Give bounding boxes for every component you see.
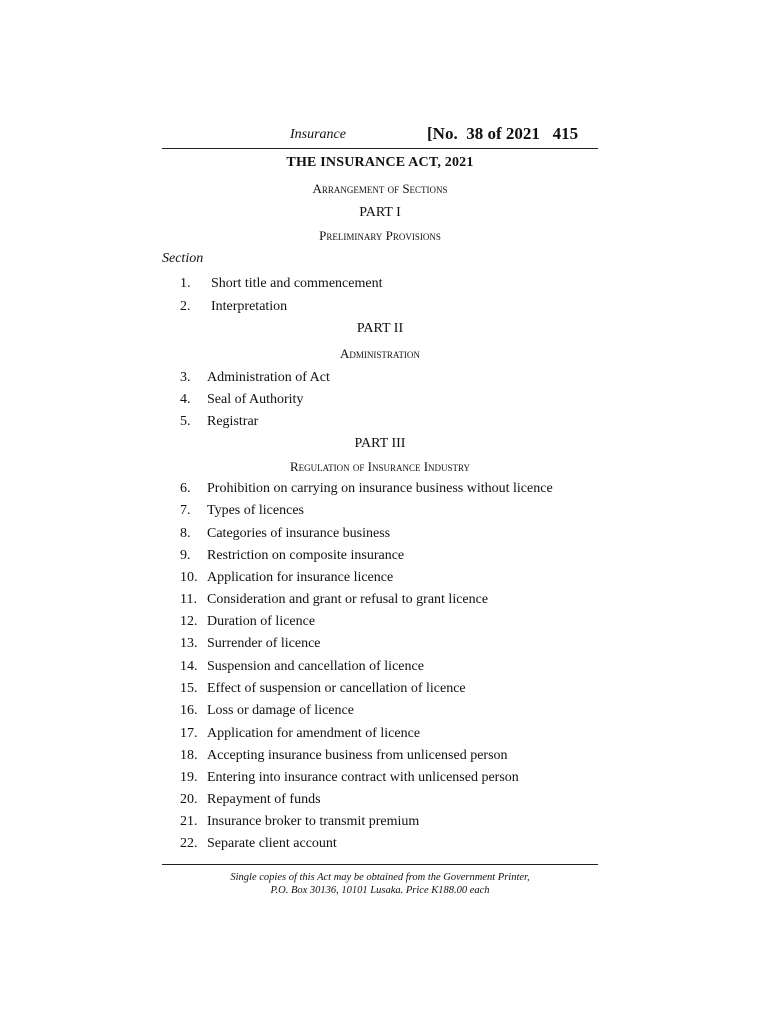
footer-rule [162,864,598,865]
part-3-heading: Regulation of Insurance Industry [289,459,471,474]
running-title: Insurance [290,127,346,142]
footer-note [162,871,598,897]
arrangement-subtitle: Arrangement of Sections [312,181,448,196]
document-page: Insurance [No. 38 of 2021 415 THE INSURANCE ACT, 2021 Arrangement of Sections PART I Preliminary Provisions Section 1. Short title and commencement 2. Interpretation PART II Administration 3. Administration of Act 4. Seal of Authority 5. Registrar PART III Regulation of Insurance Industry 6. Prohibition on carrying on insurance business without licence 7. Types of licences 8. Categories of insurance business 9. Restriction on composite insurance 10. Application for insurance licence 11. Consideration and grant or refusal to grant licence 12. Duration of licence 13. Surrender of licence 14. Suspension and cancellation of licence 15. Effect of suspension or cancellation of licence 16. Loss or damage of licence 17. Application for amendment of licence 18. Accepting insurance business from unlicensed person 19. Entering into insurance contract with unlicensed person 20. Repayment of funds 21. Insurance broker to transmit premium 22. Separate client account Single copies of this Act may be obtained from the Government Printer, P.O. Box 30136, 10101 Lusaka. Price K188.00 each [0,0,768,1024]
act-number: [No. 38 of 2021 415 [427,124,579,143]
act-title: THE INSURANCE ACT, 2021 [286,155,474,170]
part-2-heading: Administration [340,346,420,361]
part-1-label: PART I [359,205,401,220]
part-1-heading: Preliminary Provisions [319,228,441,243]
part-3-label: PART III [354,436,406,451]
footer-line-1: Single copies of this Act may be obtained from the Government Printer, [230,872,530,883]
header-rule [162,148,598,149]
footer-line-2: P.O. Box 30136, 10101 Lusaka. Price K188.00 each [270,885,490,896]
part-2-label: PART II [356,321,404,336]
section-column-label: Section [162,251,204,266]
